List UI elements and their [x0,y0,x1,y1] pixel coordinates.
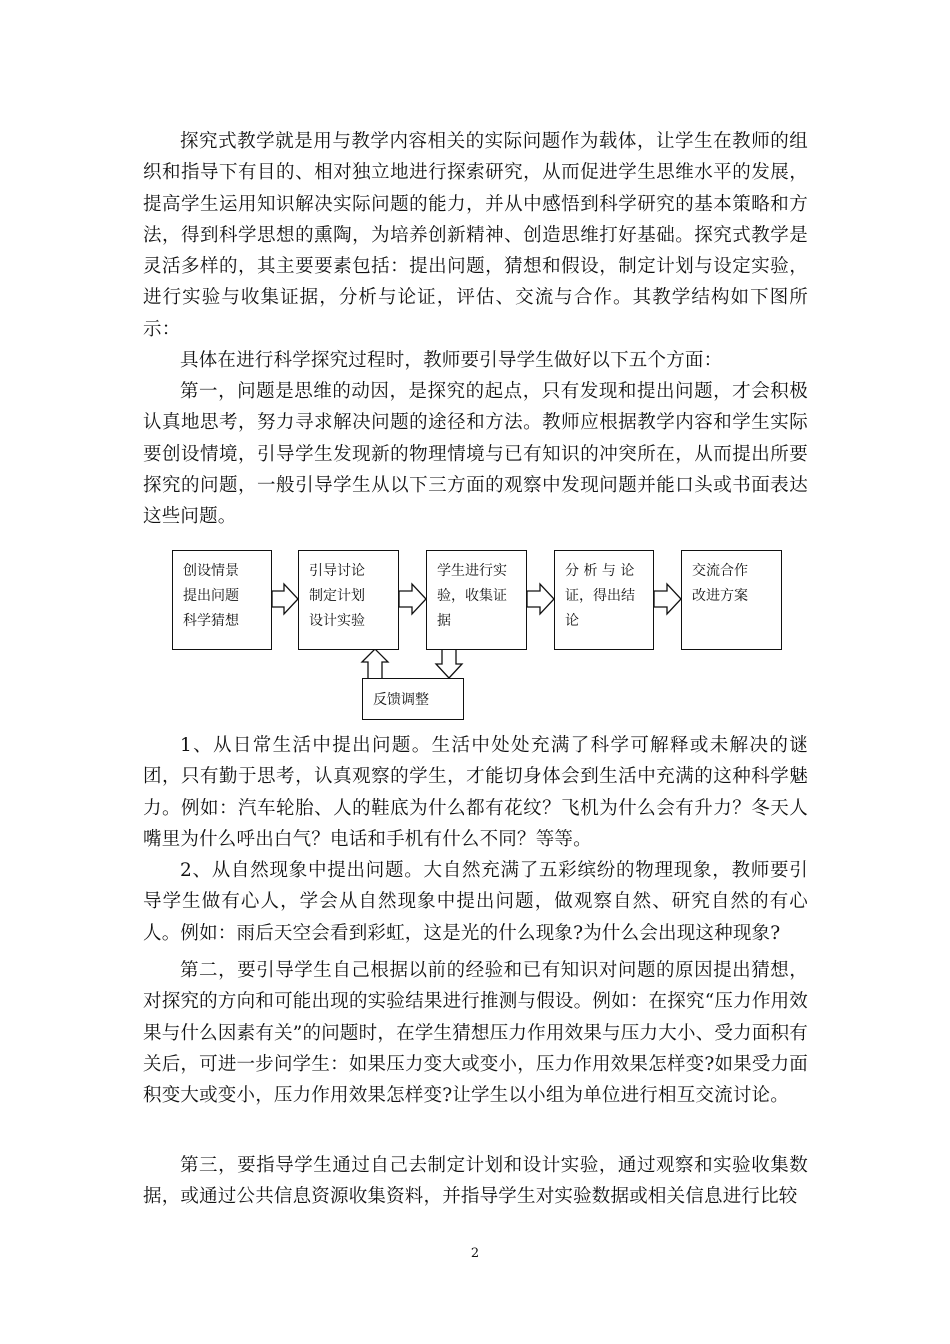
arrow-down-icon [436,649,462,678]
arrow-up-icon [362,649,388,680]
arrow-right-icon [399,584,426,614]
arrow-right-icon [527,584,554,614]
box-line: 制定计划 [309,588,365,604]
paragraph-third: 第三，要指导学生通过自己去制定计划和设计实验，通过观察和实验收集数据，或通过公共信息资源收集资料，并指导学生对实验数据或相关信息进行比较 [143,1155,808,1208]
paragraph-five-aspects: 具体在进行科学探究过程时，教师要引导学生做好以下五个方面： [180,350,723,371]
step-box-1 [172,550,272,650]
box-line: 设计实验 [309,613,365,629]
teaching-structure-diagram [172,548,784,722]
box-line: 论 [565,613,579,629]
step-box-5 [681,550,782,650]
paragraph-second: 第二，要引导学生自己根据以前的经验和已有知识对问题的原因提出猜想，对探究的方向和可能出现的实验结果进行推测与假设。例如：在探究“压力作用效果与什么因素有关”的问题时，在学生猜想压力作用效果与压力大小、受力面积有关后，可进一步问学生：如果压力变大或变小，压力作用效果怎样变?如果受力面积变大或变小，压力作用效果怎样变?让学生以小组为单位进行相互交流讨论。 [143,960,808,1107]
feedback-box [362,678,464,720]
box-line: 学生进行实 [437,563,507,579]
box-line: 科学猜想 [183,613,239,629]
box-line: 证，得出结 [565,588,635,604]
arrow-right-icon [272,584,298,614]
paragraph-daily-life: 1、从日常生活中提出问题。生活中处处充满了科学可解释或未解决的谜团，只有勤于思考，认真观察的学生，才能切身体会到生活中充满的这种科学魅力。例如：汽车轮胎、人的鞋底为什么都有花纹？飞机为什么会有升力？冬天人嘴里为什么呼出白气？电话和手机有什么不同？等等。 [143,735,808,850]
box-line: 据 [437,613,451,629]
paragraph-nature: 2、从自然现象中提出问题。大自然充满了五彩缤纷的物理现象，教师要引导学生做有心人，学会从自然现象中提出问题，做观察自然、研究自然的有心人。例如：雨后天空会看到彩虹，这是光的什么现象?为什么会出现这种现象? [143,860,808,944]
arrow-right-icon [654,584,681,614]
paragraph-intro: 探究式教学就是用与教学内容相关的实际问题作为载体，让学生在教师的组织和指导下有目的、相对独立地进行探索研究，从而促进学生思维水平的发展，提高学生运用知识解决实际问题的能力，并从中感悟到科学研究的基本策略和方法，得到科学思想的熏陶，为培养创新精神、创造思维打好基础。探究式教学是灵活多样的，其主要要素包括：提出问题，猜想和假设，制定计划与设定实验，进行实验与收集证据，分析与论证，评估、交流与合作。其教学结构如下图所示： [143,131,808,340]
box-line: 反馈调整 [373,692,429,708]
box-line: 引导讨论 [309,563,365,579]
box-line: 创设情景 [183,563,239,579]
step-box-4 [554,550,654,650]
page-number: 2 [470,1246,480,1261]
step-box-3 [426,550,527,650]
box-line: 改进方案 [692,588,748,604]
step-box-2 [298,550,399,650]
paragraph-first: 第一，问题是思维的动因，是探究的起点，只有发现和提出问题，才会积极认真地思考，努力寻求解决问题的途径和方法。教师应根据教学内容和学生实际要创设情境，引导学生发现新的物理情境与已有知识的冲突所在，从而提出所要探究的问题，一般引导学生从以下三方面的观察中发现问题并能口头或书面表达这些问题。 [143,381,808,528]
box-line: 分 析 与 论 [565,563,635,579]
box-line: 交流合作 [692,563,748,579]
box-line: 提出问题 [183,588,239,604]
box-line: 验，收集证 [437,588,507,604]
